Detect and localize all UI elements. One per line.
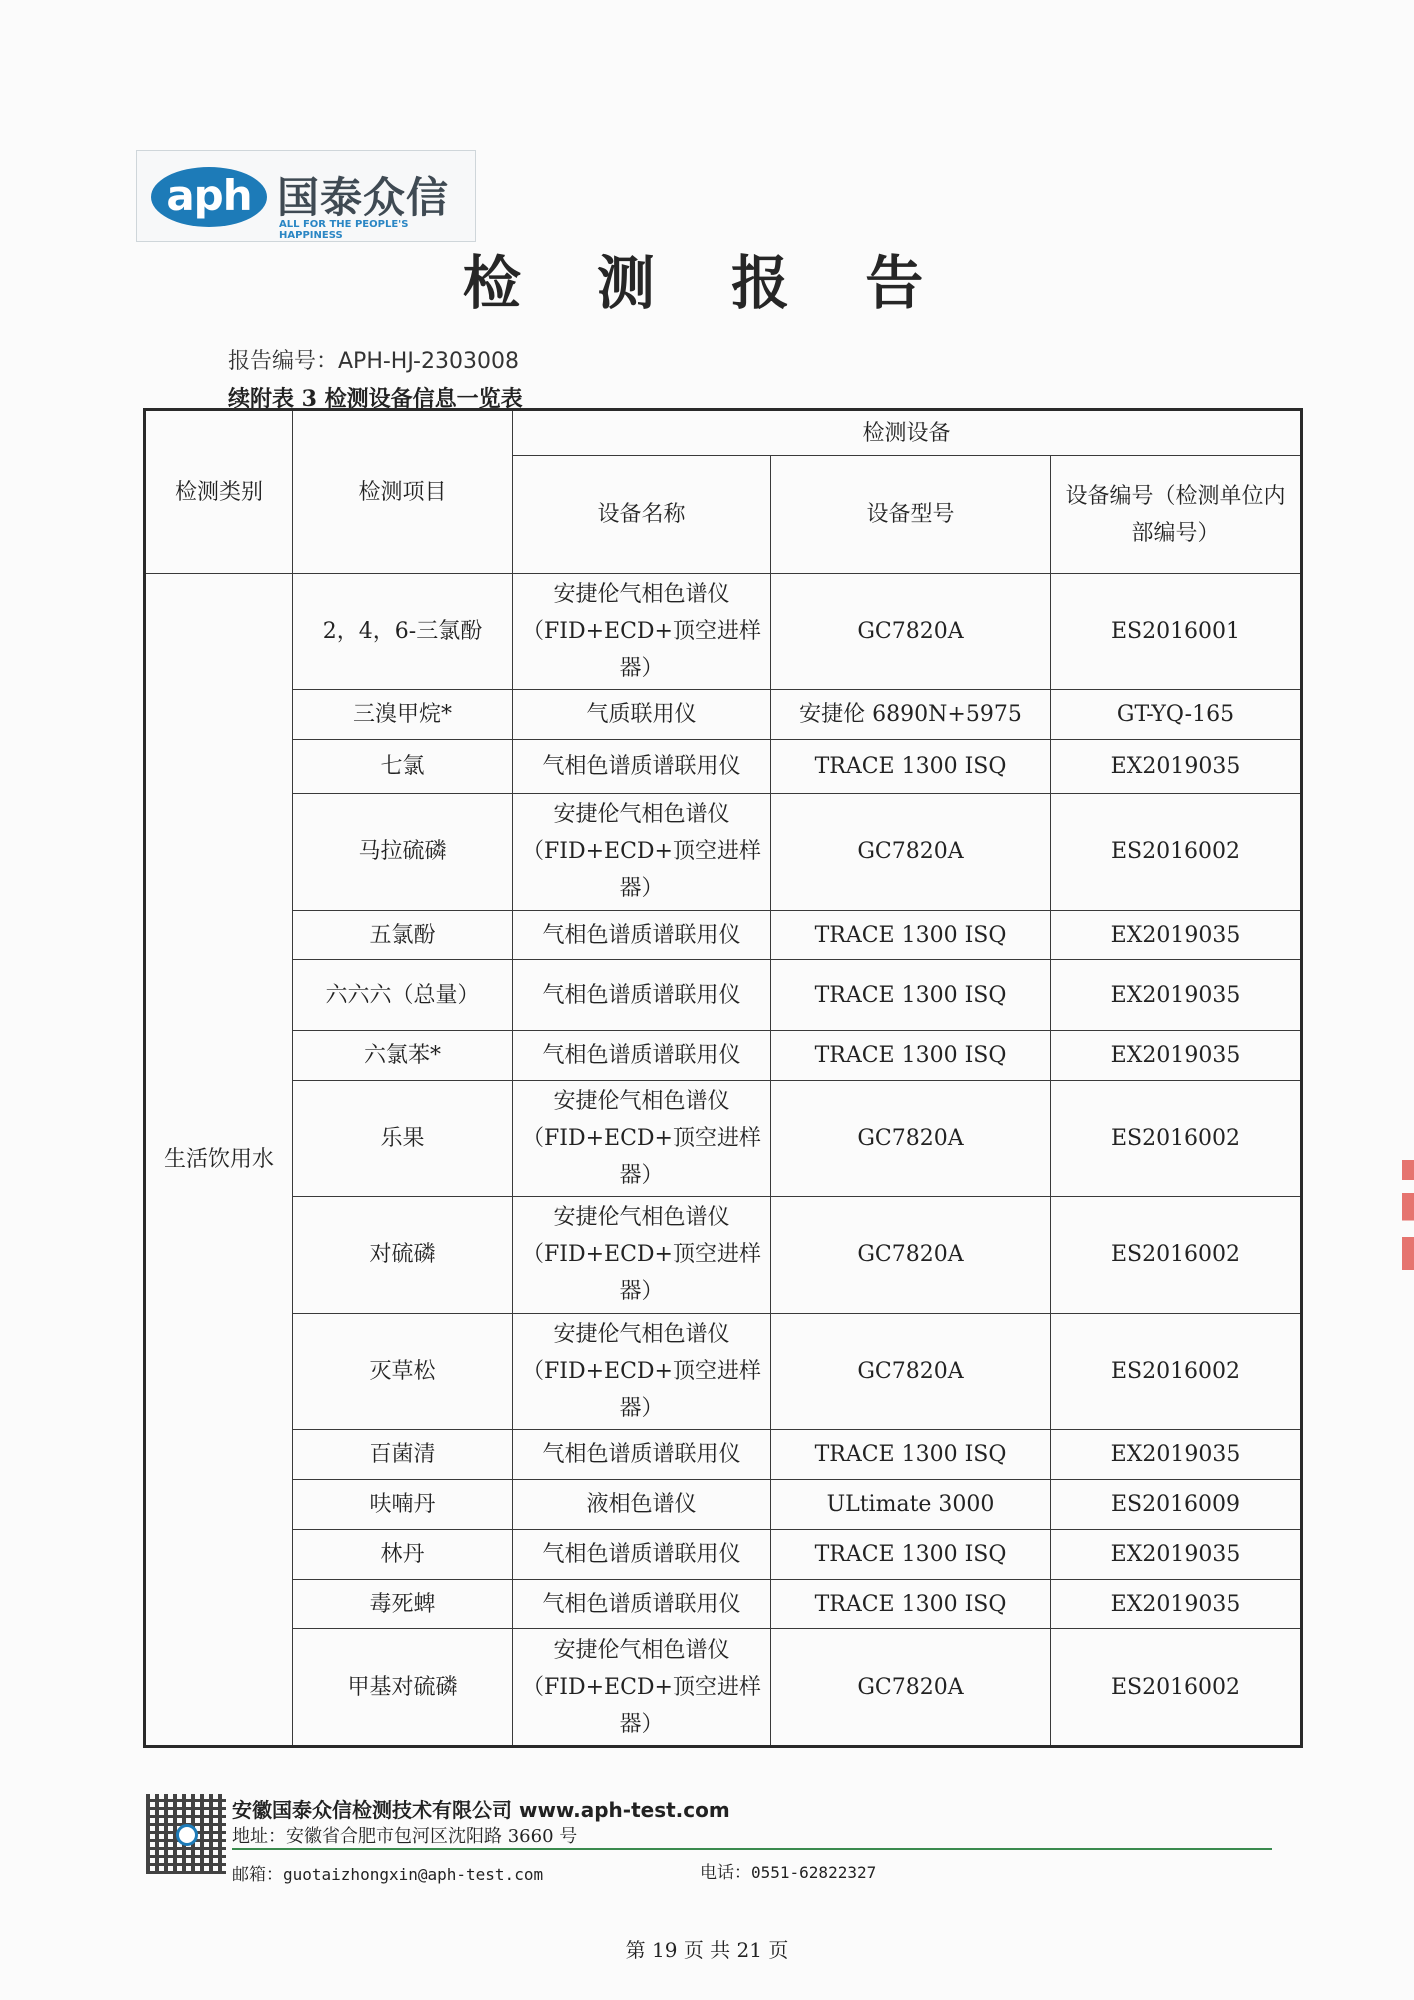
logo-company-name: 国泰众信 [277, 173, 450, 222]
item-cell: 百菌清 [293, 1430, 513, 1480]
table-row [145, 1080, 1302, 1196]
equipment-model-cell: TRACE 1300 ISQ [771, 960, 1051, 1031]
equipment-name-cell: 气相色谱质谱联用仪 [513, 910, 771, 960]
equipment-id-cell: ES2016002 [1051, 1197, 1302, 1313]
equipment-id-cell: EX2019035 [1051, 740, 1302, 794]
equipment-id-cell: ES2016009 [1051, 1479, 1302, 1529]
item-cell: 2，4，6-三氯酚 [293, 574, 513, 690]
equipment-model-cell: TRACE 1300 ISQ [771, 1529, 1051, 1579]
equipment-name-cell: 安捷伦气相色谱仪（FID+ECD+顶空进样器） [513, 1197, 771, 1313]
equipment-id-cell: ES2016001 [1051, 574, 1302, 690]
table-row [145, 574, 1302, 690]
seal-stamp-edge [1402, 1160, 1414, 1270]
table-row [145, 794, 1302, 910]
footer-email-value: guotaizhongxin@aph-test.com [283, 1865, 544, 1884]
footer-company-name: 安徽国泰众信检测技术有限公司 [232, 1798, 512, 1822]
table-row [145, 1197, 1302, 1313]
footer-address: 地址：安徽省合肥市包河区沈阳路 3660 号 [232, 1826, 578, 1847]
equipment-model-cell: GC7820A [771, 1629, 1051, 1747]
equipment-id-cell: EX2019035 [1051, 1031, 1302, 1081]
table-row [145, 910, 1302, 960]
equipment-name-cell: 气相色谱质谱联用仪 [513, 740, 771, 794]
table-caption: 续附表 3 检测设备信息一览表 [228, 386, 523, 412]
equipment-name-cell: 气相色谱质谱联用仪 [513, 1579, 771, 1629]
footer-phone-label: 电话： [700, 1863, 751, 1883]
qr-logo-icon [176, 1824, 198, 1846]
header-equipment-id: 设备编号（检测单位内部编号） [1051, 456, 1302, 574]
item-cell: 呋喃丹 [293, 1479, 513, 1529]
equipment-id-cell: EX2019035 [1051, 1430, 1302, 1480]
company-logo [136, 150, 476, 242]
equipment-model-cell: GC7820A [771, 1313, 1051, 1429]
equipment-model-cell: GC7820A [771, 794, 1051, 910]
item-cell: 对硫磷 [293, 1197, 513, 1313]
item-cell: 灭草松 [293, 1313, 513, 1429]
item-cell: 六六六（总量） [293, 960, 513, 1031]
equipment-id-cell: ES2016002 [1051, 794, 1302, 910]
report-number: 报告编号：APH-HJ-2303008 [228, 349, 519, 374]
equipment-name-cell: 气相色谱质谱联用仪 [513, 1031, 771, 1081]
equipment-name-cell: 安捷伦气相色谱仪（FID+ECD+顶空进样器） [513, 794, 771, 910]
equipment-name-cell: 安捷伦气相色谱仪（FID+ECD+顶空进样器） [513, 574, 771, 690]
equipment-table [143, 408, 1303, 1748]
table-row [145, 1031, 1302, 1081]
item-cell: 马拉硫磷 [293, 794, 513, 910]
item-cell: 毒死蜱 [293, 1579, 513, 1629]
footer-email-label: 邮箱： [232, 1865, 283, 1885]
page-title: 检 测 报 告 [462, 249, 952, 317]
equipment-name-cell: 安捷伦气相色谱仪（FID+ECD+顶空进样器） [513, 1313, 771, 1429]
footer-email [232, 1860, 543, 1885]
table-row [145, 1579, 1302, 1629]
table-row [145, 1313, 1302, 1429]
footer-company [232, 1794, 730, 1823]
equipment-model-cell: TRACE 1300 ISQ [771, 1579, 1051, 1629]
equipment-id-cell: ES2016002 [1051, 1080, 1302, 1196]
equipment-name-cell: 安捷伦气相色谱仪（FID+ECD+顶空进样器） [513, 1080, 771, 1196]
equipment-id-cell: EX2019035 [1051, 1529, 1302, 1579]
page-number: 第 19 页 共 21 页 [625, 1938, 789, 1962]
equipment-model-cell: TRACE 1300 ISQ [771, 910, 1051, 960]
footer-divider [232, 1848, 1272, 1850]
equipment-id-cell: GT-YQ-165 [1051, 690, 1302, 740]
item-cell: 七氯 [293, 740, 513, 794]
equipment-id-cell: EX2019035 [1051, 1579, 1302, 1629]
header-equipment-model: 设备型号 [771, 456, 1051, 574]
equipment-model-cell: ULtimate 3000 [771, 1479, 1051, 1529]
equipment-name-cell: 气相色谱质谱联用仪 [513, 960, 771, 1031]
equipment-model-cell: GC7820A [771, 1080, 1051, 1196]
equipment-name-cell: 气相色谱质谱联用仪 [513, 1430, 771, 1480]
header-item: 检测项目 [293, 410, 513, 574]
equipment-model-cell: GC7820A [771, 574, 1051, 690]
item-cell: 林丹 [293, 1529, 513, 1579]
equipment-model-cell: TRACE 1300 ISQ [771, 1430, 1051, 1480]
equipment-name-cell: 气相色谱质谱联用仪 [513, 1529, 771, 1579]
equipment-model-cell: GC7820A [771, 1197, 1051, 1313]
footer-phone [700, 1858, 876, 1883]
table-row [145, 740, 1302, 794]
equipment-id-cell: EX2019035 [1051, 960, 1302, 1031]
table-row [145, 1529, 1302, 1579]
footer-phone-value: 0551-62822327 [751, 1863, 877, 1882]
equipment-model-cell: TRACE 1300 ISQ [771, 1031, 1051, 1081]
equipment-name-cell: 安捷伦气相色谱仪（FID+ECD+顶空进样器） [513, 1629, 771, 1747]
item-cell: 甲基对硫磷 [293, 1629, 513, 1747]
category-cell: 生活饮用水 [145, 574, 293, 1747]
aph-logo-mark: aph [151, 167, 267, 227]
equipment-id-cell: ES2016002 [1051, 1313, 1302, 1429]
table-row [145, 690, 1302, 740]
table-row [145, 1479, 1302, 1529]
equipment-model-cell: TRACE 1300 ISQ [771, 740, 1051, 794]
header-equipment-group: 检测设备 [513, 410, 1302, 456]
footer-website: www.aph-test.com [518, 1798, 730, 1822]
equipment-model-cell: 安捷伦 6890N+5975 [771, 690, 1051, 740]
equipment-id-cell: EX2019035 [1051, 910, 1302, 960]
item-cell: 五氯酚 [293, 910, 513, 960]
equipment-id-cell: ES2016002 [1051, 1629, 1302, 1747]
table-row [145, 1430, 1302, 1480]
equipment-name-cell: 气质联用仪 [513, 690, 771, 740]
item-cell: 乐果 [293, 1080, 513, 1196]
item-cell: 六氯苯* [293, 1031, 513, 1081]
item-cell: 三溴甲烷* [293, 690, 513, 740]
table-row [145, 1629, 1302, 1747]
logo-slogan: ALL FOR THE PEOPLE'S HAPPINESS [279, 219, 409, 241]
header-category: 检测类别 [145, 410, 293, 574]
header-equipment-name: 设备名称 [513, 456, 771, 574]
table-row [145, 960, 1302, 1031]
equipment-name-cell: 液相色谱仪 [513, 1479, 771, 1529]
